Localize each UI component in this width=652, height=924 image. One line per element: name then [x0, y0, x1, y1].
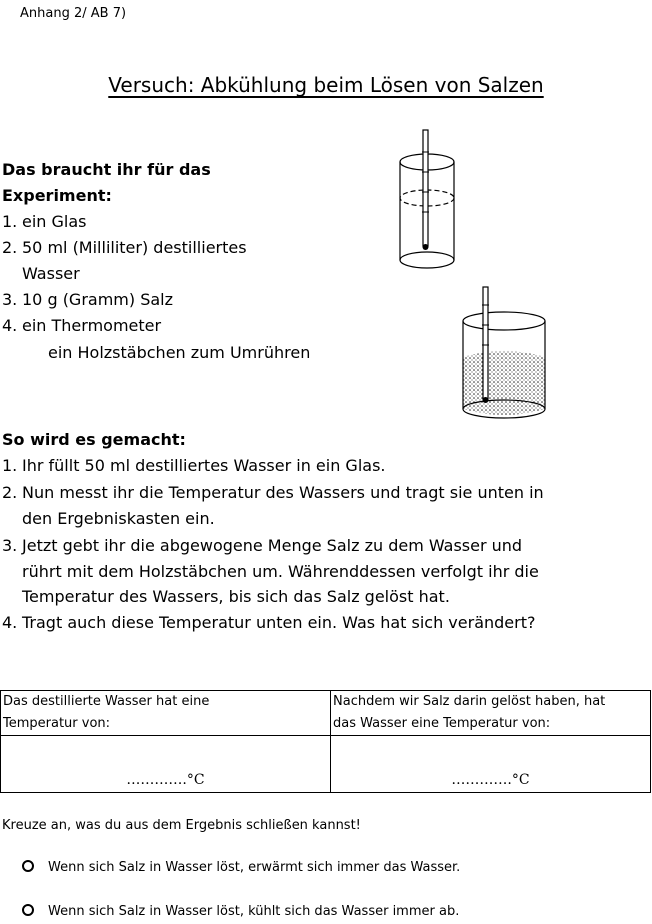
materials-item: 2. 50 ml (Milliliter) destilliertes [2, 238, 247, 257]
result-label-before: Das destillierte Wasser hat eine Temperatur von: [1, 691, 331, 736]
glass-with-thermometer-illustration [388, 126, 468, 276]
glass-with-salt-illustration [453, 285, 563, 427]
materials-heading-2: Experiment: [2, 186, 112, 205]
procedure-step: 3. Jetzt gebt ihr die abgewogene Menge Salz zu dem Wasser und [2, 536, 523, 555]
materials-item: 1. ein Glas [2, 212, 87, 231]
result-field-before[interactable]: ………….°C [1, 736, 331, 793]
materials-item: ein Holzstäbchen zum Umrühren [48, 343, 311, 362]
result-label-after: Nachdem wir Salz darin gelöst haben, hat das Wasser eine Temperatur von: [331, 691, 651, 736]
page-title: Versuch: Abkühlung beim Lösen von Salzen [108, 73, 544, 97]
materials-heading-1: Das braucht ihr für das [2, 160, 211, 179]
materials-item: 3. 10 g (Gramm) Salz [2, 290, 174, 309]
option-warm[interactable]: Wenn sich Salz in Wasser löst, erwärmt sich immer das Wasser. [22, 860, 460, 875]
materials-item: 4. ein Thermometer [2, 316, 162, 335]
materials-item: Wasser [22, 264, 80, 283]
procedure-heading: So wird es gemacht: [2, 430, 186, 449]
radio-circle-icon[interactable] [22, 904, 34, 916]
result-field-after[interactable]: ………….°C [331, 736, 651, 793]
procedure-step: 4. Tragt auch diese Temperatur unten ein. Was hat sich verändert? [2, 613, 536, 632]
procedure-step: rührt mit dem Holzstäbchen um. Währenddessen verfolgt ihr die [22, 562, 539, 581]
procedure-step: 2. Nun messt ihr die Temperatur des Wassers und tragt sie unten in [2, 483, 544, 502]
radio-circle-icon[interactable] [22, 860, 34, 872]
procedure-step: den Ergebniskasten ein. [22, 509, 215, 528]
page-header: Anhang 2/ AB 7) [20, 6, 127, 21]
procedure-step: Temperatur des Wassers, bis sich das Salz gelöst hat. [22, 587, 450, 606]
question-text: Kreuze an, was du aus dem Ergebnis schließen kannst! [2, 818, 361, 833]
procedure-step: 1. Ihr füllt 50 ml destilliertes Wasser in ein Glas. [2, 456, 386, 475]
option-cool[interactable]: Wenn sich Salz in Wasser löst, kühlt sich das Wasser immer ab. [22, 904, 459, 919]
results-table [0, 690, 651, 793]
